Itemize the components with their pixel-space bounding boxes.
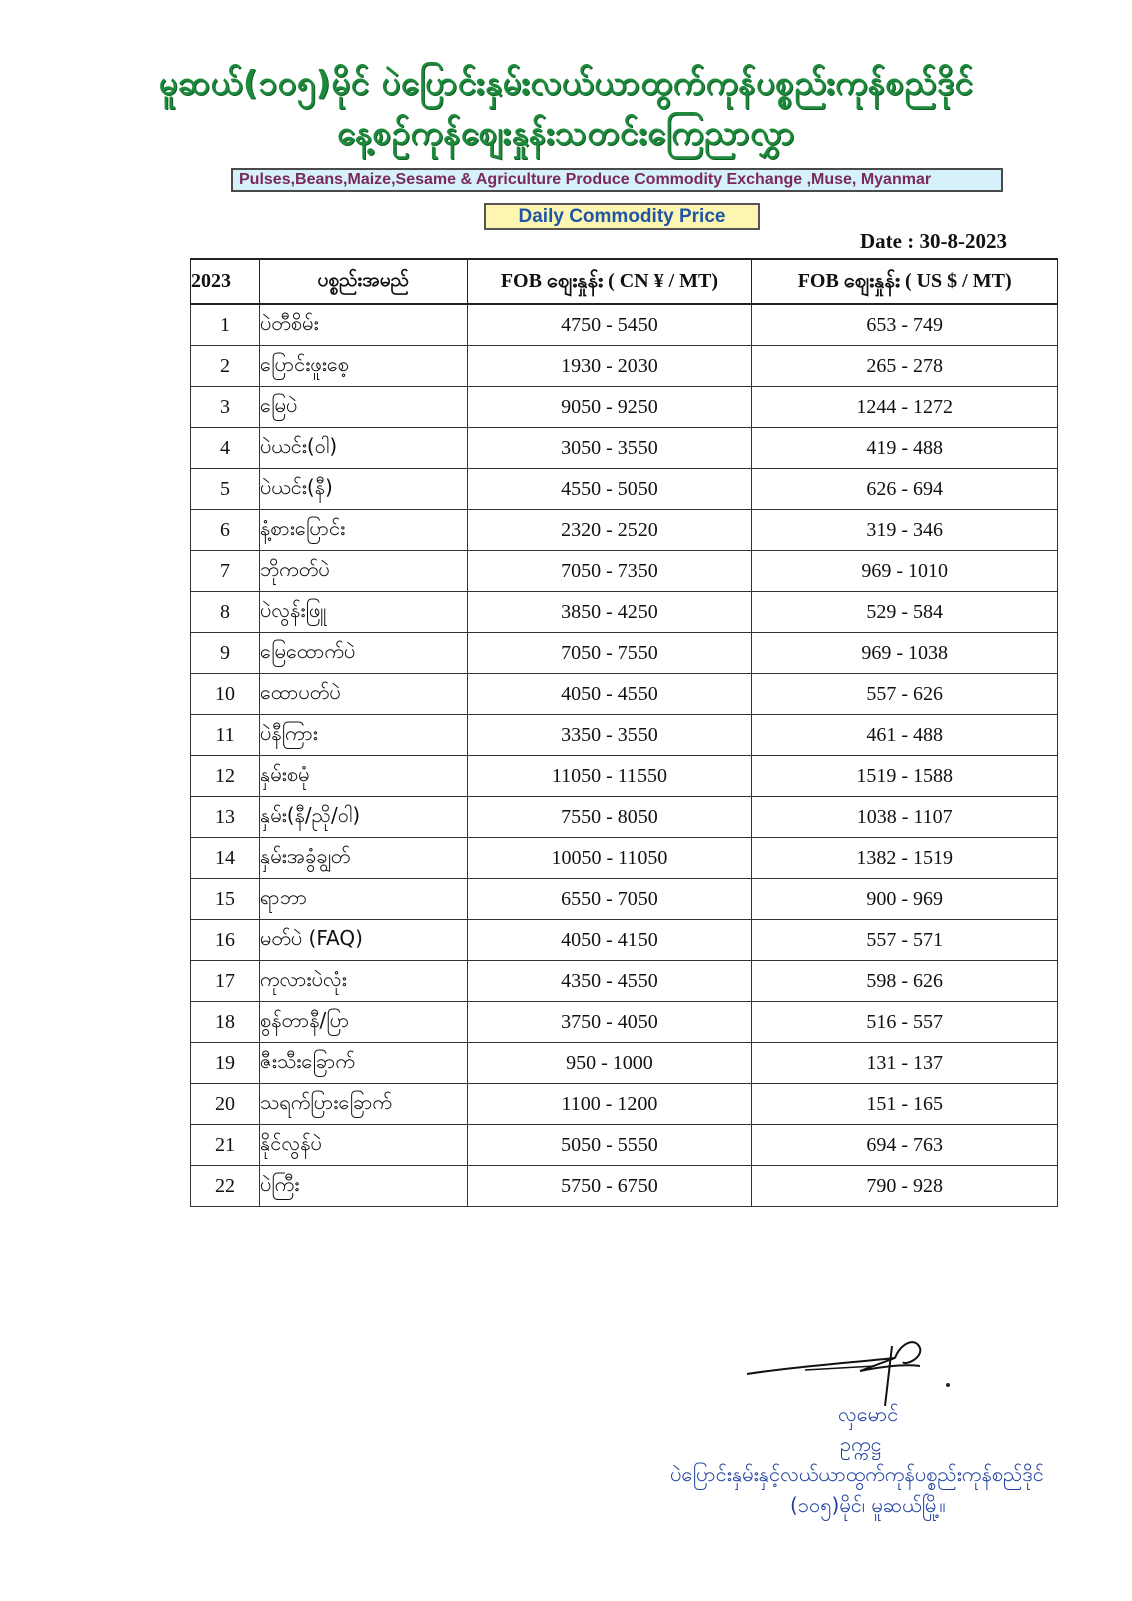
item-name: ပဲလွန်းဖြူ (259, 592, 467, 633)
price-usd: 790 - 928 (752, 1166, 1058, 1207)
price-usd: 653 - 749 (752, 304, 1058, 346)
item-name: ထောပတ်ပဲ (259, 674, 467, 715)
price-cny: 6550 - 7050 (467, 879, 752, 920)
header-year: 2023 (191, 259, 260, 304)
price-cny: 3850 - 4250 (467, 592, 752, 633)
table-header-row (191, 259, 1058, 304)
row-number: 5 (191, 469, 260, 510)
price-usd: 969 - 1010 (752, 551, 1058, 592)
price-usd: 900 - 969 (752, 879, 1058, 920)
report-date: Date : 30-8-2023 (860, 229, 1007, 253)
table-row (191, 510, 1058, 551)
item-name: မြေပဲ (259, 387, 467, 428)
price-usd: 319 - 346 (752, 510, 1058, 551)
row-number: 4 (191, 428, 260, 469)
price-usd: 626 - 694 (752, 469, 1058, 510)
price-cny: 11050 - 11550 (467, 756, 752, 797)
item-name: ဇီးသီးခြောက် (259, 1043, 467, 1084)
row-number: 14 (191, 838, 260, 879)
signatory-name: လှမောင် (838, 1402, 899, 1426)
item-name: နှမ်း(နီ/ညို/ဝါ) (259, 797, 467, 838)
table-row (191, 1084, 1058, 1125)
price-cny: 4750 - 5450 (467, 304, 752, 346)
row-number: 16 (191, 920, 260, 961)
price-usd: 1244 - 1272 (752, 387, 1058, 428)
table-row (191, 1166, 1058, 1207)
row-number: 13 (191, 797, 260, 838)
item-name: နံ့စားပြောင်း (259, 510, 467, 551)
item-name: ရာဘာ (259, 879, 467, 920)
signatory-org-line1: ပဲပြောင်းနှမ်းနှင့်လယ်ယာထွက်ကုန်ပစ္စည်းကုန်စည်ဒိုင် (670, 1462, 1044, 1486)
row-number: 10 (191, 674, 260, 715)
price-cny: 4050 - 4550 (467, 674, 752, 715)
table-row (191, 756, 1058, 797)
table-row (191, 592, 1058, 633)
row-number: 6 (191, 510, 260, 551)
row-number: 1 (191, 304, 260, 346)
header-fob-cny: FOB စျေးနှုန်း ( CN ¥ / MT) (467, 259, 752, 304)
table-row (191, 551, 1058, 592)
row-number: 21 (191, 1125, 260, 1166)
signature-mark (745, 1336, 945, 1406)
signature-dot (946, 1383, 950, 1387)
item-name: ပဲယင်း(နီ) (259, 469, 467, 510)
price-cny: 4350 - 4550 (467, 961, 752, 1002)
price-usd: 131 - 137 (752, 1043, 1058, 1084)
table-row (191, 428, 1058, 469)
title-line-2: နေ့စဉ်ကုန်စျေးနှုန်းသတင်းကြေညာလွှာ (337, 113, 795, 152)
price-cny: 3750 - 4050 (467, 1002, 752, 1043)
price-cny: 10050 - 11050 (467, 838, 752, 879)
price-usd: 265 - 278 (752, 346, 1058, 387)
daily-commodity-price-label: Daily Commodity Price (484, 203, 760, 230)
table-row (191, 715, 1058, 756)
item-name: နှမ်းအခွံချွတ် (259, 838, 467, 879)
price-cny: 1100 - 1200 (467, 1084, 752, 1125)
item-name: စွန်တာနီ/ပြာ (259, 1002, 467, 1043)
price-usd: 1038 - 1107 (752, 797, 1058, 838)
table-row (191, 920, 1058, 961)
header-item-name: ပစ္စည်းအမည် (259, 259, 467, 304)
price-usd: 1382 - 1519 (752, 838, 1058, 879)
table-row (191, 633, 1058, 674)
price-cny: 1930 - 2030 (467, 346, 752, 387)
price-usd: 557 - 571 (752, 920, 1058, 961)
table-row (191, 1002, 1058, 1043)
row-number: 22 (191, 1166, 260, 1207)
item-name: မြေထောက်ပဲ (259, 633, 467, 674)
price-usd: 151 - 165 (752, 1084, 1058, 1125)
price-cny: 9050 - 9250 (467, 387, 752, 428)
item-name: ပြောင်းဖူးစေ့ (259, 346, 467, 387)
row-number: 2 (191, 346, 260, 387)
signatory-title: ဥက္ကဋ္ဌ (840, 1432, 882, 1456)
price-cny: 3050 - 3550 (467, 428, 752, 469)
item-name: ပဲတီစိမ်း (259, 304, 467, 346)
price-cny: 7550 - 8050 (467, 797, 752, 838)
row-number: 11 (191, 715, 260, 756)
row-number: 19 (191, 1043, 260, 1084)
price-usd: 529 - 584 (752, 592, 1058, 633)
signatory-org-line2: (၁၀၅)မိုင်၊ မူဆယ်မြို့။ (790, 1493, 946, 1517)
table-row (191, 838, 1058, 879)
price-usd: 694 - 763 (752, 1125, 1058, 1166)
item-name: ဘိုကတ်ပဲ (259, 551, 467, 592)
item-name: မတ်ပဲ (FAQ) (259, 920, 467, 961)
item-name: နိုင်လွန်ပဲ (259, 1125, 467, 1166)
org-english-banner: Pulses,Beans,Maize,Sesame & Agriculture Produce Commodity Exchange ,Muse, Myanmar (231, 168, 1003, 192)
table-row (191, 674, 1058, 715)
price-table (190, 258, 1058, 1207)
row-number: 7 (191, 551, 260, 592)
item-name: ပဲနီကြား (259, 715, 467, 756)
item-name: ပဲယင်း(ဝါ) (259, 428, 467, 469)
title-line-1: မူဆယ်(၁၀၅)မိုင် ပဲပြောင်းနှမ်းလယ်ယာထွက်ကုန်ပစ္စည်းကုန်စည်ဒိုင် (158, 63, 974, 102)
price-cny: 5750 - 6750 (467, 1166, 752, 1207)
price-cny: 4050 - 4150 (467, 920, 752, 961)
price-cny: 5050 - 5550 (467, 1125, 752, 1166)
table-row (191, 961, 1058, 1002)
item-name: နှမ်းစမုံ (259, 756, 467, 797)
table-row (191, 304, 1058, 346)
price-usd: 969 - 1038 (752, 633, 1058, 674)
row-number: 8 (191, 592, 260, 633)
price-usd: 598 - 626 (752, 961, 1058, 1002)
row-number: 9 (191, 633, 260, 674)
row-number: 15 (191, 879, 260, 920)
price-cny: 950 - 1000 (467, 1043, 752, 1084)
price-cny: 7050 - 7350 (467, 551, 752, 592)
table-row (191, 1125, 1058, 1166)
row-number: 12 (191, 756, 260, 797)
row-number: 20 (191, 1084, 260, 1125)
row-number: 3 (191, 387, 260, 428)
table-row (191, 1043, 1058, 1084)
row-number: 17 (191, 961, 260, 1002)
table-row (191, 797, 1058, 838)
table-row (191, 387, 1058, 428)
price-cny: 3350 - 3550 (467, 715, 752, 756)
table-row (191, 879, 1058, 920)
price-usd: 1519 - 1588 (752, 756, 1058, 797)
row-number: 18 (191, 1002, 260, 1043)
item-name: ပဲကြီး (259, 1166, 467, 1207)
price-usd: 557 - 626 (752, 674, 1058, 715)
price-cny: 2320 - 2520 (467, 510, 752, 551)
item-name: သရက်ပြားခြောက် (259, 1084, 467, 1125)
table-row (191, 346, 1058, 387)
price-usd: 461 - 488 (752, 715, 1058, 756)
price-usd: 516 - 557 (752, 1002, 1058, 1043)
item-name: ကုလားပဲလုံး (259, 961, 467, 1002)
price-usd: 419 - 488 (752, 428, 1058, 469)
price-cny: 4550 - 5050 (467, 469, 752, 510)
price-cny: 7050 - 7550 (467, 633, 752, 674)
header-fob-usd: FOB စျေးနှုန်း ( US $ / MT) (752, 259, 1058, 304)
table-row (191, 469, 1058, 510)
